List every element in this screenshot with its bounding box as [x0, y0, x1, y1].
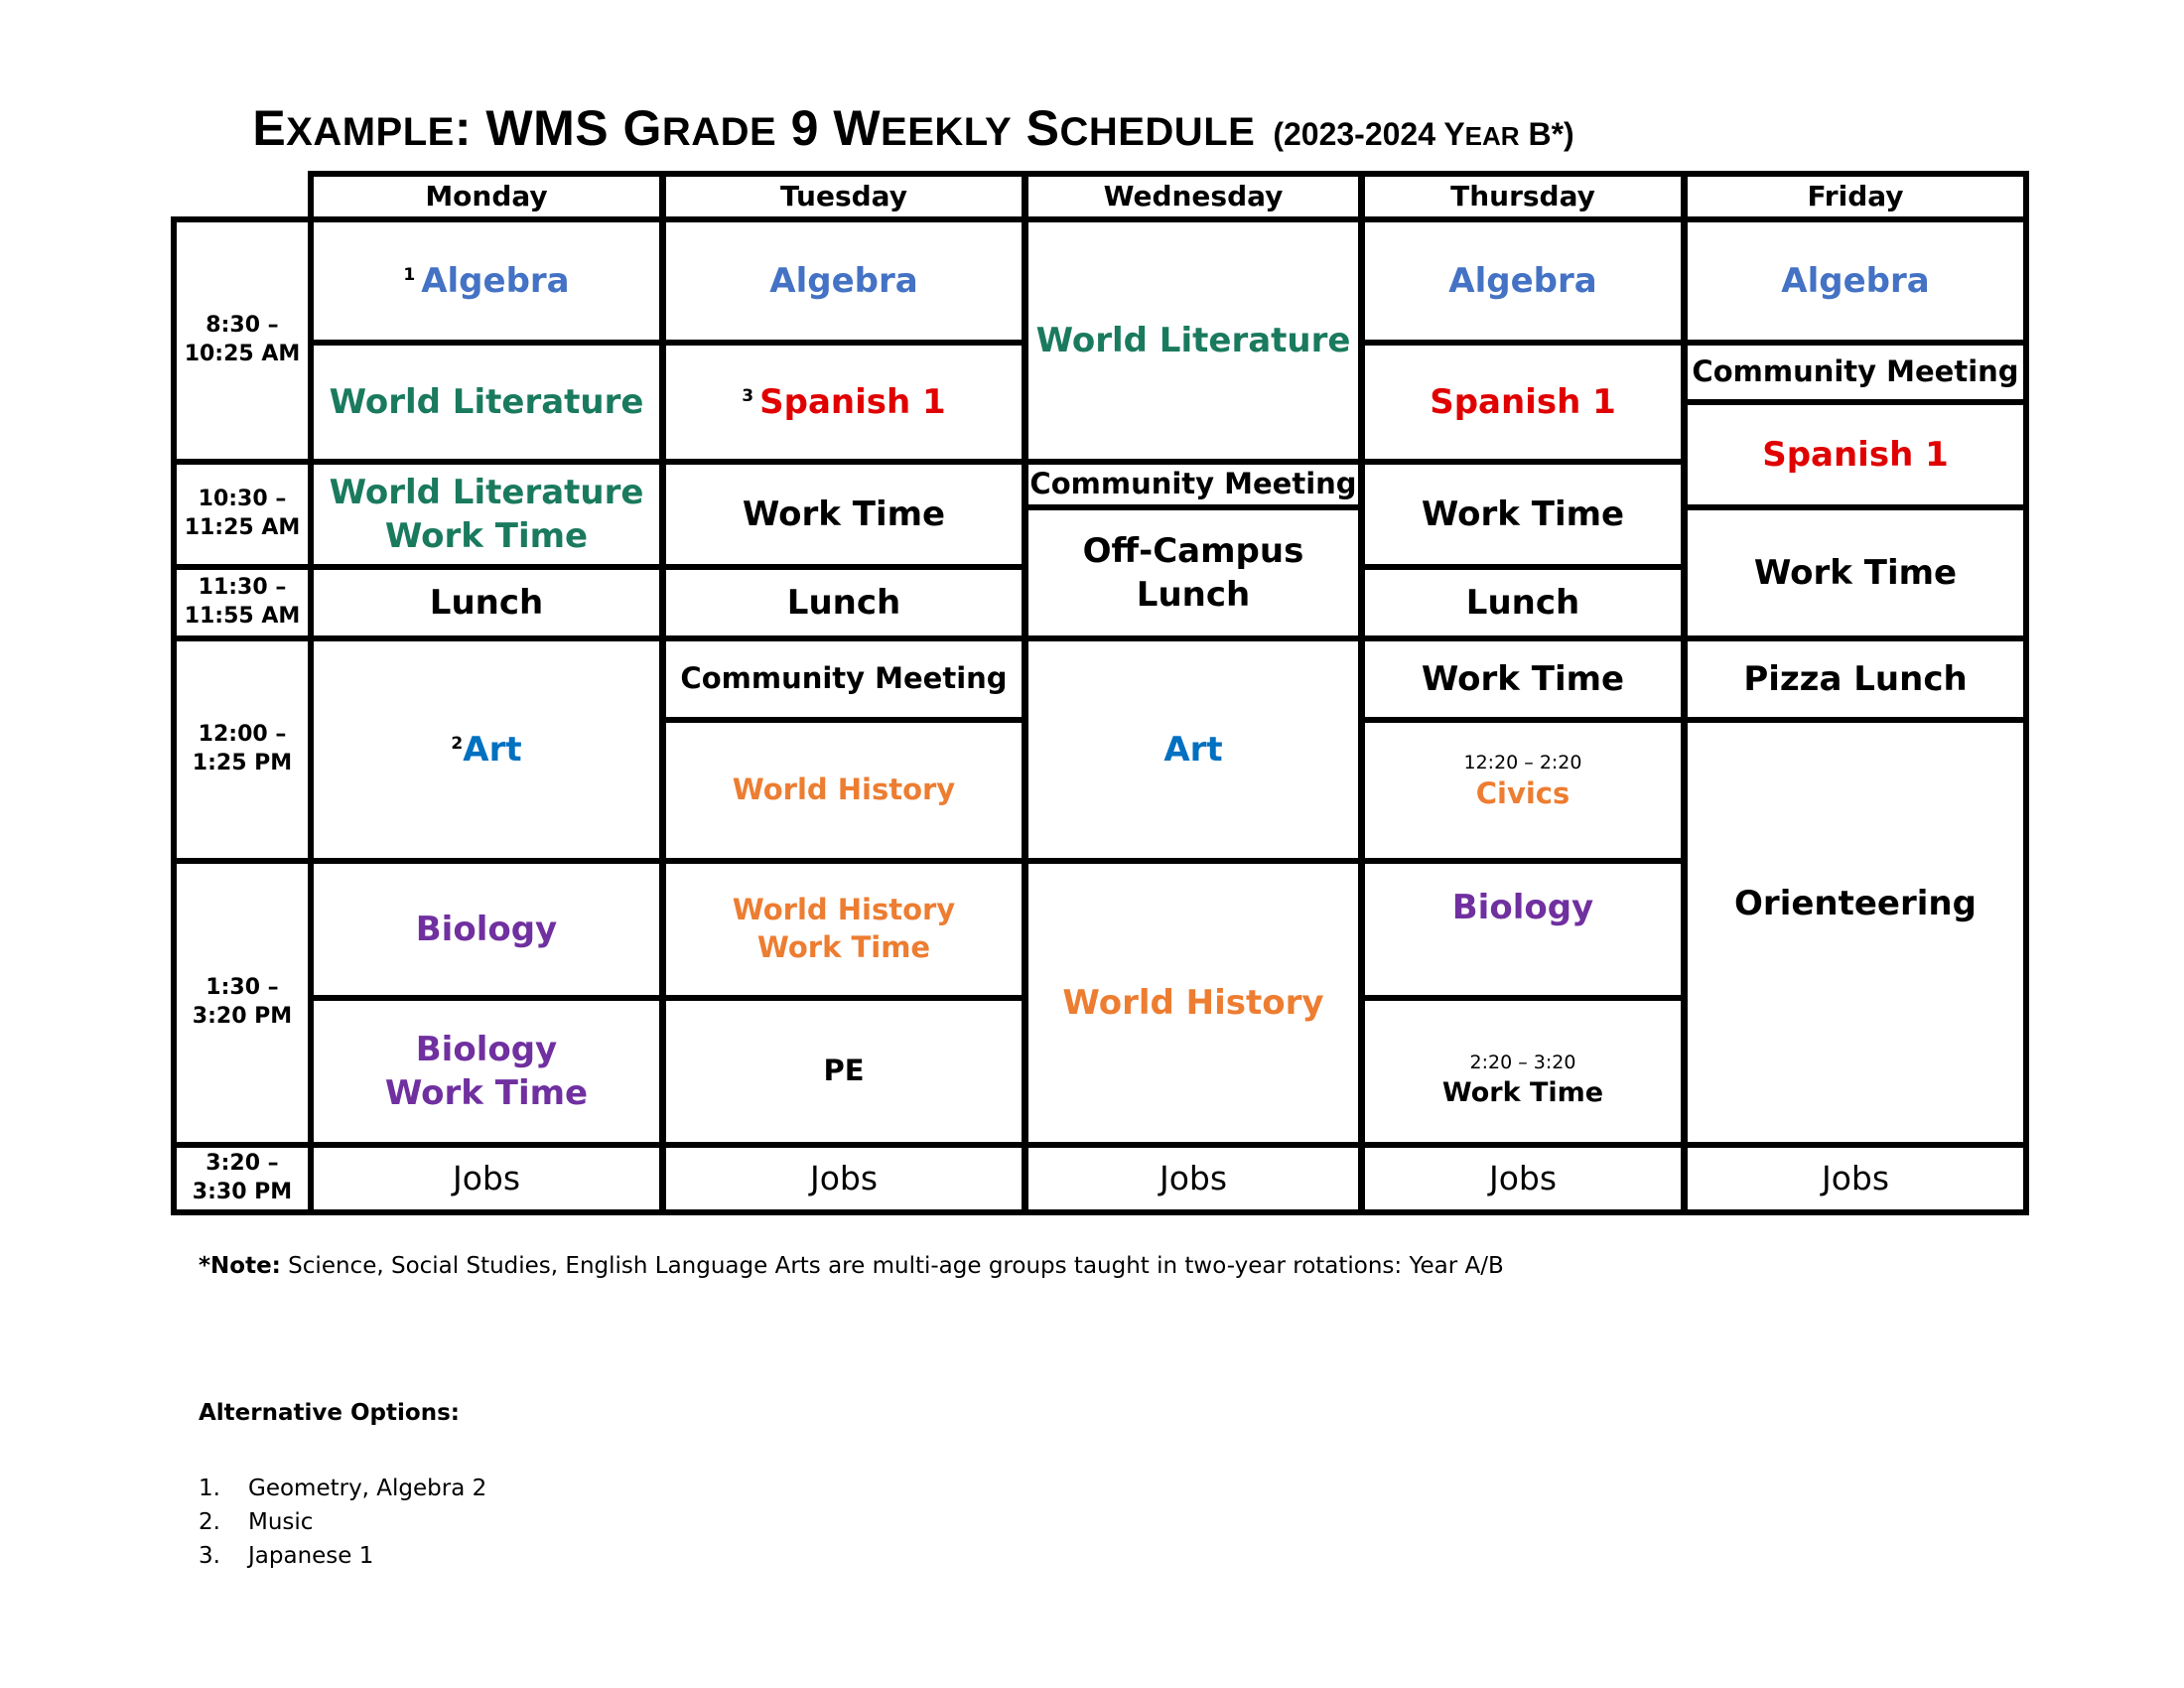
list-item: 1. Geometry, Algebra 2	[199, 1476, 487, 1501]
wednesday-off-campus-lunch: Off-Campus Lunch	[1023, 504, 1364, 641]
thursday-civics-time: 12:20 – 2:20	[1463, 752, 1582, 774]
monday-algebra: $^1$ Algebra	[308, 216, 665, 346]
friday-pizza-lunch: Pizza Lunch	[1682, 635, 2029, 723]
monday-world-literature-work-time: World Literature Work Time	[308, 459, 665, 570]
tuesday-jobs: Jobs	[660, 1142, 1027, 1215]
list-item: 2. Music	[199, 1509, 314, 1535]
tuesday-world-history-work-time: World History Work Time	[660, 858, 1027, 1001]
thursday-work-time-3-label: Work Time	[1441, 1076, 1604, 1108]
thursday-algebra: Algebra	[1359, 216, 1687, 346]
tuesday-world-history: World History	[660, 717, 1027, 864]
friday-community-meeting: Community Meeting	[1682, 340, 2029, 405]
thursday-civics	[1359, 717, 1687, 864]
tuesday-pe: PE	[660, 995, 1027, 1148]
school-year: (2023-2024 YEAR B*)	[1273, 116, 1574, 152]
day-header-wednesday: Wednesday	[1023, 171, 1364, 222]
page-title: EXAMPLE: WMS GRADE 9 WEEKLY SCHEDULE (2023-2024 YEAR B*)	[252, 100, 1574, 156]
thursday-work-time: Work Time	[1359, 459, 1687, 570]
day-header-tuesday: Tuesday	[660, 171, 1027, 222]
time-slot-3: 11:30 – 11:55 AM	[171, 564, 314, 641]
tuesday-work-time: Work Time	[660, 459, 1027, 570]
time-slot-5: 1:30 – 3:20 PM	[171, 858, 314, 1148]
wednesday-jobs: Jobs	[1023, 1142, 1364, 1215]
schedule-note: *Note: Science, Social Studies, English Language Arts are multi-age groups taught in two-year rotations: Year A/B	[199, 1253, 1504, 1279]
friday-algebra: Algebra	[1682, 216, 2029, 346]
friday-work-time: Work Time	[1682, 504, 2029, 641]
thursday-civics-label: Civics	[1475, 775, 1570, 810]
day-header-thursday: Thursday	[1359, 171, 1687, 222]
tuesday-community-meeting: Community Meeting	[660, 635, 1027, 723]
tuesday-spanish-1: $^3$ Spanish 1	[660, 340, 1027, 465]
friday-jobs: Jobs	[1682, 1142, 2029, 1215]
monday-world-literature: World Literature	[308, 340, 665, 465]
thursday-spanish-1: Spanish 1	[1359, 340, 1687, 465]
time-slot-2: 10:30 – 11:25 AM	[171, 459, 314, 570]
monday-jobs: Jobs	[308, 1142, 665, 1215]
monday-biology: Biology	[308, 858, 665, 1001]
thursday-biology: Biology	[1359, 858, 1687, 1001]
day-header-friday: Friday	[1682, 171, 2029, 222]
list-item: 3. Japanese 1	[199, 1543, 374, 1569]
thursday-work-time-3-time: 2:20 – 3:20	[1469, 1052, 1576, 1074]
tuesday-algebra: Algebra	[660, 216, 1027, 346]
thursday-work-time-2: Work Time	[1359, 635, 1687, 723]
alternative-options-list	[199, 1472, 486, 1573]
thursday-work-time-3	[1359, 995, 1687, 1148]
friday-spanish-1: Spanish 1	[1682, 399, 2029, 510]
time-slot-1: 8:30 – 10:25 AM	[171, 216, 314, 465]
wednesday-world-literature: World Literature	[1023, 216, 1364, 465]
wednesday-world-history: World History	[1023, 858, 1364, 1148]
monday-lunch: Lunch	[308, 564, 665, 641]
wednesday-art: Art	[1023, 635, 1364, 864]
monday-art: $^2$Art	[308, 635, 665, 864]
alternative-options-heading: Alternative Options:	[199, 1400, 460, 1426]
thursday-lunch: Lunch	[1359, 564, 1687, 641]
day-header-monday: Monday	[308, 171, 665, 222]
tuesday-lunch: Lunch	[660, 564, 1027, 641]
thursday-jobs: Jobs	[1359, 1142, 1687, 1215]
friday-orienteering: Orienteering	[1682, 717, 2029, 1148]
time-slot-6: 3:20 – 3:30 PM	[171, 1142, 314, 1215]
monday-biology-work-time: Biology Work Time	[308, 995, 665, 1148]
time-slot-4: 12:00 – 1:25 PM	[171, 635, 314, 864]
wednesday-community-meeting: Community Meeting	[1023, 459, 1364, 510]
